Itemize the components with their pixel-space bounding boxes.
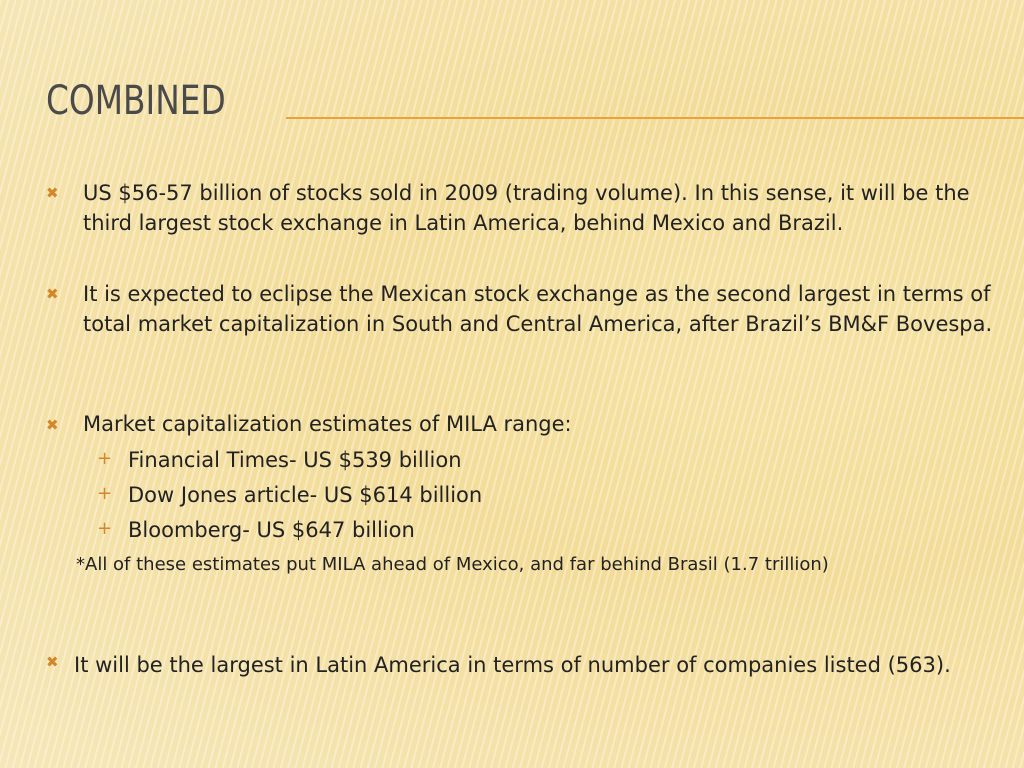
bullet-item: It will be the largest in Latin America in terms of number of companies listed (563). — [74, 653, 951, 677]
bullet-item: It is expected to eclipse the Mexican stock exchange as the second largest in terms of total market capitalization in South and Central America, after Brazil’s BM&F Bovespa. — [83, 282, 993, 336]
estimates-note: *All of these estimates put MILA ahead of Mexico, and far behind Brasil (1.7 trillion) — [76, 554, 829, 575]
sub-bullet-item: Financial Times- US $539 billion — [128, 448, 462, 472]
x-mark-icon: ✖ — [46, 653, 59, 671]
title-underline — [286, 117, 1024, 119]
bullet-item: Market capitalization estimates of MILA range: — [83, 412, 572, 436]
x-mark-icon: ✖ — [46, 416, 59, 434]
plus-icon: + — [97, 483, 113, 504]
plus-icon: + — [97, 518, 113, 539]
x-mark-icon: ✖ — [46, 285, 59, 303]
x-mark-icon: ✖ — [46, 184, 59, 202]
plus-icon: + — [97, 448, 113, 469]
title-row — [46, 76, 1024, 126]
sub-bullet-item: Bloomberg- US $647 billion — [128, 518, 415, 542]
slide-title: COMBINED — [46, 78, 226, 124]
bullet-item: US $56-57 billion of stocks sold in 2009 (trading volume). In this sense, it will be the third largest stock exchange in Latin America, behind Mexico and Brazil. — [83, 181, 970, 235]
sub-bullet-item: Dow Jones article- US $614 billion — [128, 483, 483, 507]
